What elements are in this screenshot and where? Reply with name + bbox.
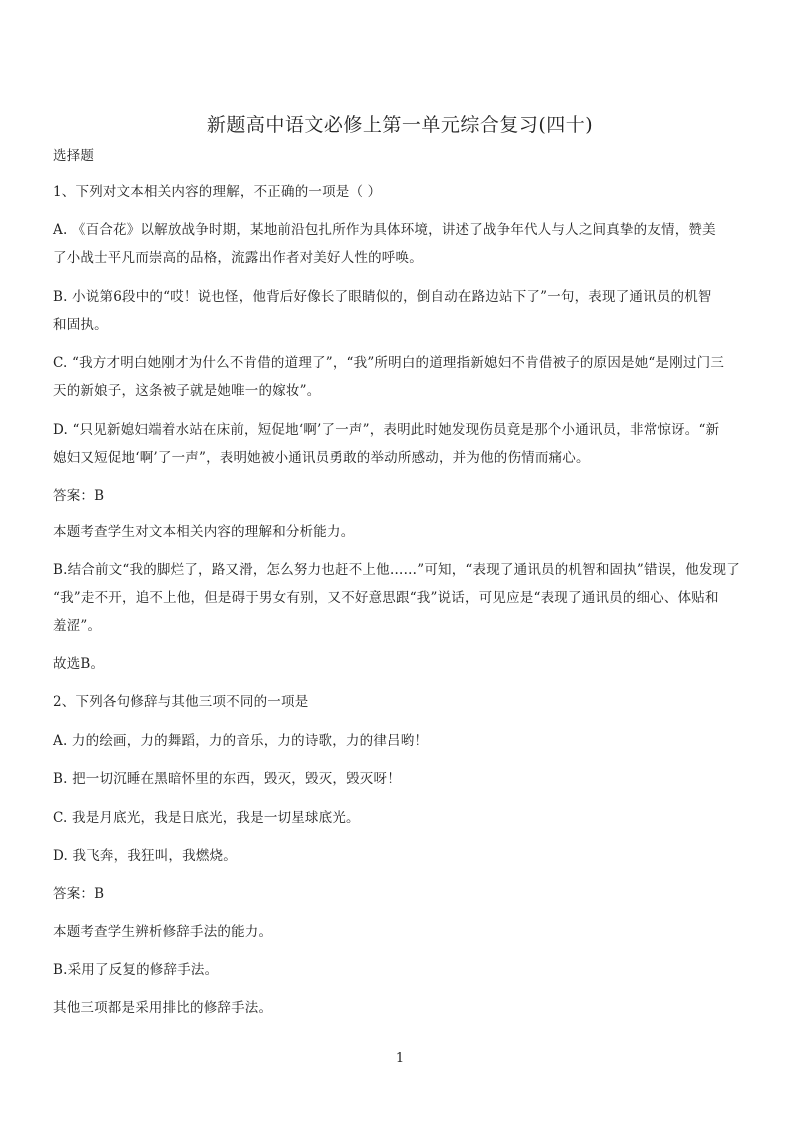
q2-explanation-line2: 其他三项都是采用排比的修辞手法。 <box>53 1000 273 1016</box>
document-title: 新题高中语文必修上第一单元综合复习(四十) <box>206 114 594 136</box>
q1-explanation-line2: “我”走不开，追不上他，但是碍于男女有别，又不好意思跟“我”说话，可见应是“表现了通讯员的细心、体贴和 <box>53 590 719 606</box>
q2-answer: 答案：B <box>53 886 105 902</box>
q2-explanation-intro: 本题考查学生辨析修辞手法的能力。 <box>53 924 273 940</box>
q2-explanation-line1: B.采用了反复的修辞手法。 <box>53 962 219 978</box>
q2-option-c: C. 我是月底光，我是日底光，我是一切星球底光。 <box>53 810 360 826</box>
section-heading: 选择题 <box>53 148 95 164</box>
page-number: 1 <box>395 1051 405 1066</box>
q1-option-a-line2: 了小战士平凡而崇高的品格，流露出作者对美好人性的呼唤。 <box>53 250 423 266</box>
q1-option-a-line1: A. 《百合花》以解放战争时期，某地前沿包扎所作为具体环境，讲述了战争年代人与人之间真挚的友情，赞美 <box>53 222 716 238</box>
q1-explanation-line1: B.结合前文“我的脚烂了，路又滑，怎么努力也赶不上他……”可知，“表现了通讯员的机智和固执”错误，他发现了 <box>53 562 740 578</box>
q1-option-b-line2: 和固执。 <box>53 317 108 333</box>
q1-option-b-line1: B. 小说第6段中的“哎！说也怪，他背后好像长了眼睛似的，倒自动在路边站下了”一句，表现了通讯员的机智 <box>53 289 712 305</box>
q1-stem: 1、下列对文本相关内容的理解，不正确的一项是（ ） <box>53 184 382 200</box>
q1-explanation-line3: 羞涩”。 <box>53 618 102 634</box>
q1-answer: 答案：B <box>53 488 105 504</box>
q2-option-b: B. 把一切沉睡在黑暗怀里的东西，毁灭，毁灭，毁灭呀！ <box>53 771 401 787</box>
q1-conclusion: 故选B。 <box>53 656 105 672</box>
q2-stem: 2、下列各句修辞与其他三项不同的一项是 <box>53 694 309 710</box>
q1-option-d-line2: 媳妇又短促地‘啊’了一声”，表明她被小通讯员勇敢的举动所感动，并为他的伤情而痛心。 <box>53 450 590 466</box>
q2-option-a: A. 力的绘画，力的舞蹈，力的音乐，力的诗歌，力的律吕哟！ <box>53 733 429 749</box>
q1-option-c-line2: 天的新娘子，这条被子就是她唯一的嫁妆”。 <box>53 383 321 399</box>
q2-option-d: D. 我飞奔，我狂叫，我燃烧。 <box>53 848 237 864</box>
q1-option-d-line1: D. “只见新媳妇端着水站在床前，短促地‘啊’了一声”，表明此时她发现伤员竟是那个小通讯员，非常惊讶。“新 <box>53 422 720 438</box>
q1-option-c-line1: C. “我方才明白她刚才为什么不肯借的道理了”，“我”所明白的道理指新媳妇不肯借被子的原因是她“是刚过门三 <box>53 355 725 371</box>
q1-explanation-intro: 本题考查学生对文本相关内容的理解和分析能力。 <box>53 524 355 540</box>
